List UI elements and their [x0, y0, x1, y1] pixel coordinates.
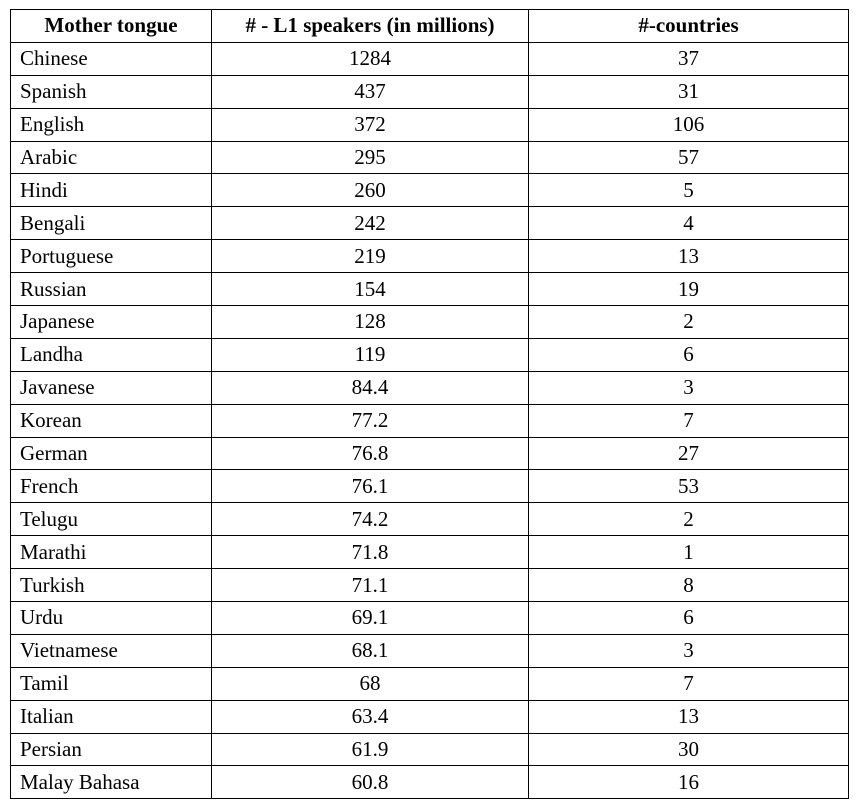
header-l1-speakers: # - L1 speakers (in millions)	[212, 10, 529, 43]
table-row	[11, 75, 849, 108]
cell-l1-speakers: 372	[212, 108, 529, 141]
cell-countries: 13	[529, 700, 849, 733]
cell-mother-tongue: Marathi	[11, 536, 212, 569]
table-row	[11, 141, 849, 174]
cell-countries: 16	[529, 766, 849, 799]
cell-mother-tongue: Urdu	[11, 602, 212, 635]
table-row	[11, 602, 849, 635]
cell-mother-tongue: Landha	[11, 338, 212, 371]
table-row	[11, 174, 849, 207]
cell-countries: 3	[529, 371, 849, 404]
cell-countries: 2	[529, 503, 849, 536]
cell-countries: 13	[529, 240, 849, 273]
cell-mother-tongue: Korean	[11, 404, 212, 437]
cell-mother-tongue: Japanese	[11, 306, 212, 339]
table-row	[11, 733, 849, 766]
cell-mother-tongue: Javanese	[11, 371, 212, 404]
cell-countries: 31	[529, 75, 849, 108]
cell-l1-speakers: 437	[212, 75, 529, 108]
cell-mother-tongue: Chinese	[11, 42, 212, 75]
cell-l1-speakers: 71.1	[212, 569, 529, 602]
cell-l1-speakers: 74.2	[212, 503, 529, 536]
cell-countries: 3	[529, 634, 849, 667]
cell-mother-tongue: Arabic	[11, 141, 212, 174]
cell-mother-tongue: Persian	[11, 733, 212, 766]
table-row	[11, 470, 849, 503]
table-body	[11, 42, 849, 798]
cell-mother-tongue: Bengali	[11, 207, 212, 240]
cell-countries: 27	[529, 437, 849, 470]
cell-countries: 6	[529, 602, 849, 635]
header-row	[11, 10, 849, 43]
cell-mother-tongue: Malay Bahasa	[11, 766, 212, 799]
header-countries: #-countries	[529, 10, 849, 43]
cell-countries: 1	[529, 536, 849, 569]
cell-l1-speakers: 71.8	[212, 536, 529, 569]
cell-l1-speakers: 295	[212, 141, 529, 174]
cell-l1-speakers: 260	[212, 174, 529, 207]
cell-countries: 37	[529, 42, 849, 75]
cell-countries: 5	[529, 174, 849, 207]
cell-l1-speakers: 242	[212, 207, 529, 240]
cell-countries: 6	[529, 338, 849, 371]
table-row	[11, 42, 849, 75]
cell-countries: 30	[529, 733, 849, 766]
cell-countries: 4	[529, 207, 849, 240]
cell-l1-speakers: 154	[212, 273, 529, 306]
cell-l1-speakers: 77.2	[212, 404, 529, 437]
table-row	[11, 667, 849, 700]
cell-countries: 53	[529, 470, 849, 503]
cell-l1-speakers: 128	[212, 306, 529, 339]
cell-l1-speakers: 68.1	[212, 634, 529, 667]
cell-countries: 57	[529, 141, 849, 174]
table-row	[11, 536, 849, 569]
cell-mother-tongue: English	[11, 108, 212, 141]
cell-l1-speakers: 69.1	[212, 602, 529, 635]
table-row	[11, 700, 849, 733]
cell-l1-speakers: 76.8	[212, 437, 529, 470]
languages-table	[10, 9, 849, 799]
cell-mother-tongue: Turkish	[11, 569, 212, 602]
table-row	[11, 240, 849, 273]
table-row	[11, 207, 849, 240]
cell-l1-speakers: 219	[212, 240, 529, 273]
header-mother-tongue: Mother tongue	[11, 10, 212, 43]
cell-mother-tongue: Portuguese	[11, 240, 212, 273]
cell-countries: 7	[529, 404, 849, 437]
cell-l1-speakers: 68	[212, 667, 529, 700]
table-row	[11, 404, 849, 437]
table-row	[11, 634, 849, 667]
cell-l1-speakers: 1284	[212, 42, 529, 75]
cell-l1-speakers: 76.1	[212, 470, 529, 503]
cell-mother-tongue: French	[11, 470, 212, 503]
table-row	[11, 108, 849, 141]
table-row	[11, 306, 849, 339]
cell-mother-tongue: Vietnamese	[11, 634, 212, 667]
cell-countries: 2	[529, 306, 849, 339]
cell-mother-tongue: Telugu	[11, 503, 212, 536]
cell-mother-tongue: Hindi	[11, 174, 212, 207]
cell-l1-speakers: 119	[212, 338, 529, 371]
table-row	[11, 338, 849, 371]
cell-l1-speakers: 84.4	[212, 371, 529, 404]
cell-l1-speakers: 61.9	[212, 733, 529, 766]
cell-mother-tongue: German	[11, 437, 212, 470]
cell-countries: 8	[529, 569, 849, 602]
table-row	[11, 503, 849, 536]
cell-mother-tongue: Russian	[11, 273, 212, 306]
cell-mother-tongue: Tamil	[11, 667, 212, 700]
cell-countries: 7	[529, 667, 849, 700]
table-row	[11, 437, 849, 470]
cell-mother-tongue: Italian	[11, 700, 212, 733]
cell-mother-tongue: Spanish	[11, 75, 212, 108]
cell-countries: 19	[529, 273, 849, 306]
table-header	[11, 10, 849, 43]
table-row	[11, 569, 849, 602]
table-row	[11, 273, 849, 306]
cell-l1-speakers: 60.8	[212, 766, 529, 799]
cell-l1-speakers: 63.4	[212, 700, 529, 733]
table-row	[11, 766, 849, 799]
table-row	[11, 371, 849, 404]
cell-countries: 106	[529, 108, 849, 141]
